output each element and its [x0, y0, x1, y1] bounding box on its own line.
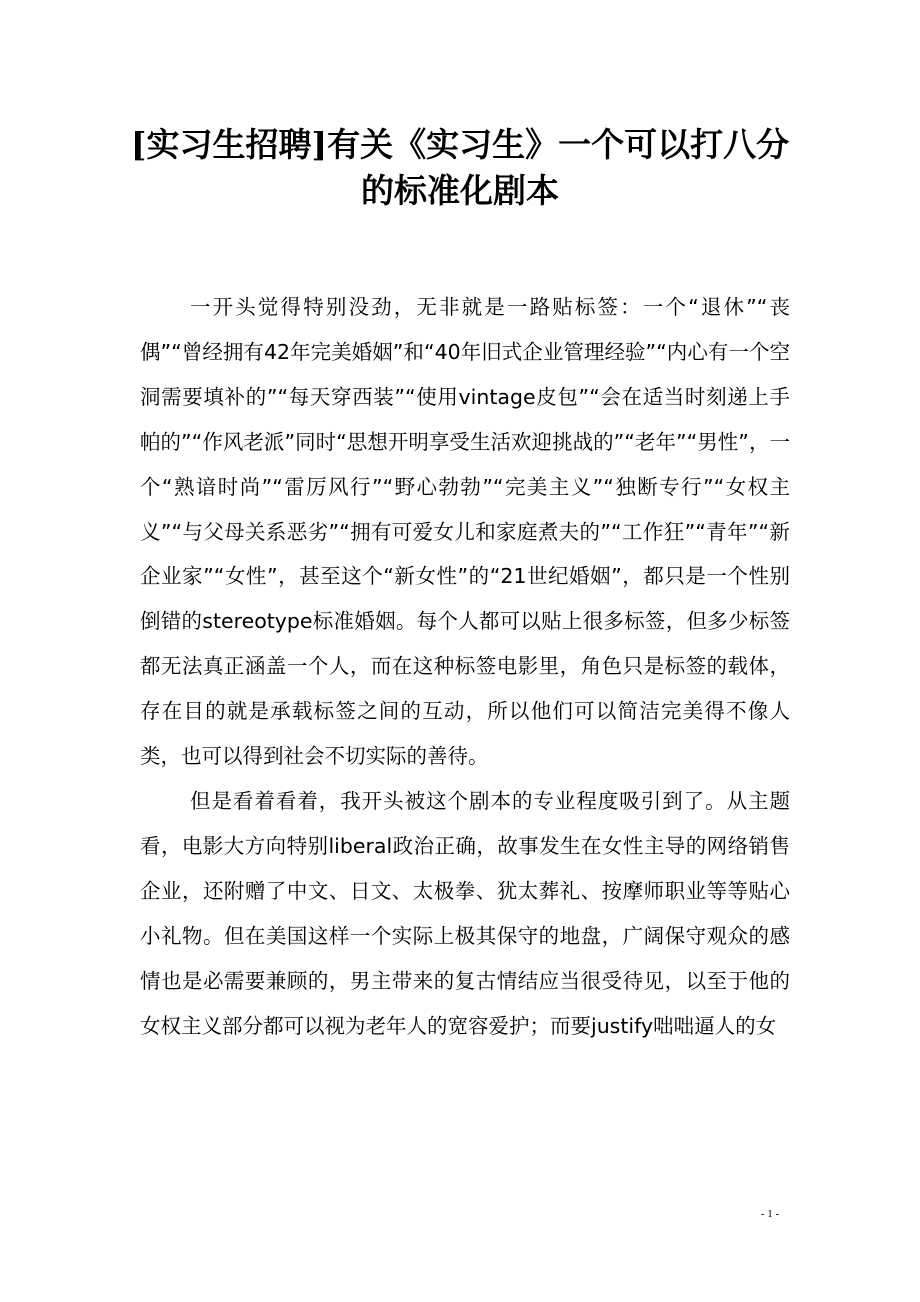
page-number: - 1 -	[760, 1208, 780, 1220]
paragraph: 一开头觉得特别没劲，无非就是一路贴标签：一个“退休”“丧偶”“曾经拥有42年完美婚姻”和“40年旧式企业管理经验”“内心有一个空洞需要填补的”“每天穿西装”“使用vintage皮包”“会在适当时刻递上手帕的”“作风老派”同时“思想开明享受生活欢迎挑战的”“老年”“男性”，一个“熟谙时尚”“雷厉风行”“野心勃勃”“完美主义”“独断专行”“女权主义”“与父母关系恶劣”“拥有可爱女儿和家庭煮夫的”“工作狂”“青年”“新企业家”“女性”，甚至这个“新女性”的“21世纪婚姻”，都只是一个性别倒错的stereotype标准婚姻。每个人都可以贴上很多标签，但多少标签都无法真正涵盖一个人，而在这种标签电影里，角色只是标签的载体，存在目的就是承载标签之间的互动，所以他们可以简洁完美得不像人类，也可以得到社会不切实际的善待。	[140, 295, 790, 769]
paragraph: 但是看着看着，我开头被这个剧本的专业程度吸引到了。从主题看，电影大方向特别liberal政治正确，故事发生在女性主导的网络销售企业，还附赠了中文、日文、太极拳、犹太葬礼、按摩师职业等等贴心小礼物。但在美国这样一个实际上极其保守的地盘，广阔保守观众的感情也是必需要兼顾的，男主带来的复古情结应当很受待见，以至于他的女权主义部分都可以视为老年人的宽容爱护；而要justify咄咄逼人的女	[140, 788, 790, 1038]
document-body	[140, 285, 790, 1048]
document-title: [实习生招聘]有关《实习生》一个可以打八分的标准化剧本	[130, 125, 790, 210]
